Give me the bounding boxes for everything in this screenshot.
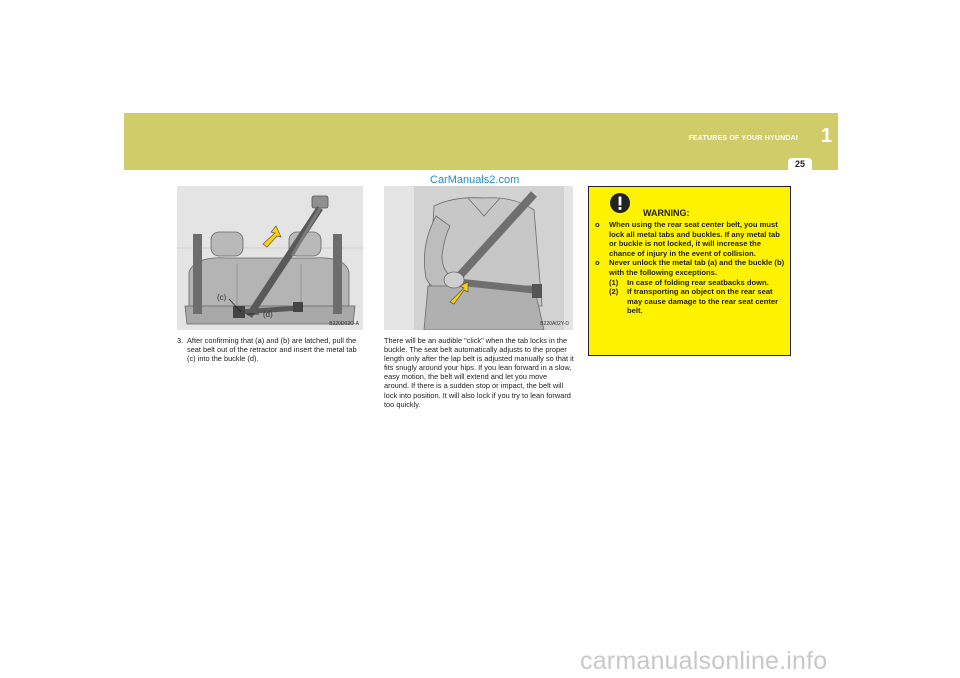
watermark-link[interactable]: CarManuals2.com bbox=[430, 174, 520, 186]
warning-subitem bbox=[595, 287, 789, 316]
step-3-paragraph bbox=[177, 336, 365, 363]
warning-title: WARNING: bbox=[643, 208, 690, 218]
footer-watermark-link[interactable]: carmanualsonline.info bbox=[580, 647, 828, 675]
warning-subitem bbox=[595, 278, 789, 288]
bullet-mark: o bbox=[595, 220, 600, 229]
callout-label-d: (d) bbox=[263, 310, 273, 319]
subitem-number: (1) bbox=[609, 277, 619, 287]
chapter-title: FEATURES OF YOUR HYUNDAI bbox=[688, 135, 798, 142]
buckle-description-paragraph: There will be an audible "click" when the tab locks in the buckle. The seat belt automatically adjusts to the proper length only after the lap belt is adjusted manually so that it fits snugly around your hips. If you lean forward in a slow, easy motion, the belt will extend and let you move around. If there is a sudden stop or impact, the belt will lock into position. It will also lock if you try to lean forward too quickly. bbox=[384, 336, 574, 409]
step-number: 3. bbox=[177, 336, 184, 345]
subitem-text: If transporting an object on the rear seat may cause damage to the rear seat center belt. bbox=[627, 287, 779, 316]
warning-box bbox=[588, 186, 791, 356]
bullet-text: When using the rear seat center belt, you must lock all metal tabs and buckles. If any metal tab or buckle is not locked, it will increase the chance of injury in the event of collision. bbox=[609, 220, 780, 258]
rear-seat-belt-illustration bbox=[177, 186, 363, 330]
chapter-number: 1 bbox=[820, 125, 832, 147]
figure-code: B220A02Y-D bbox=[540, 321, 569, 327]
warning-bullet bbox=[595, 220, 789, 258]
page-number: 25 bbox=[794, 159, 805, 169]
callout-label-c: (c) bbox=[217, 293, 227, 302]
figure-code: B220D02O-A bbox=[329, 321, 359, 327]
subitem-number: (2) bbox=[609, 287, 619, 297]
warning-bullet bbox=[595, 258, 789, 277]
bullet-mark: o bbox=[595, 258, 600, 268]
subitem-text: In case of folding rear seatbacks down. bbox=[627, 277, 769, 287]
step-text: After confirming that (a) and (b) are latched, pull the seat belt out of the retractor and insert the metal tab (c) into the buckle (d). bbox=[187, 336, 357, 364]
chapter-header-band bbox=[124, 113, 838, 170]
buckle-insertion-illustration bbox=[384, 186, 573, 330]
bullet-text: Never unlock the metal tab (a) and the buckle (b) with the following exceptions. bbox=[609, 258, 785, 277]
warning-body bbox=[595, 220, 789, 316]
warning-exclamation-icon bbox=[609, 192, 631, 214]
